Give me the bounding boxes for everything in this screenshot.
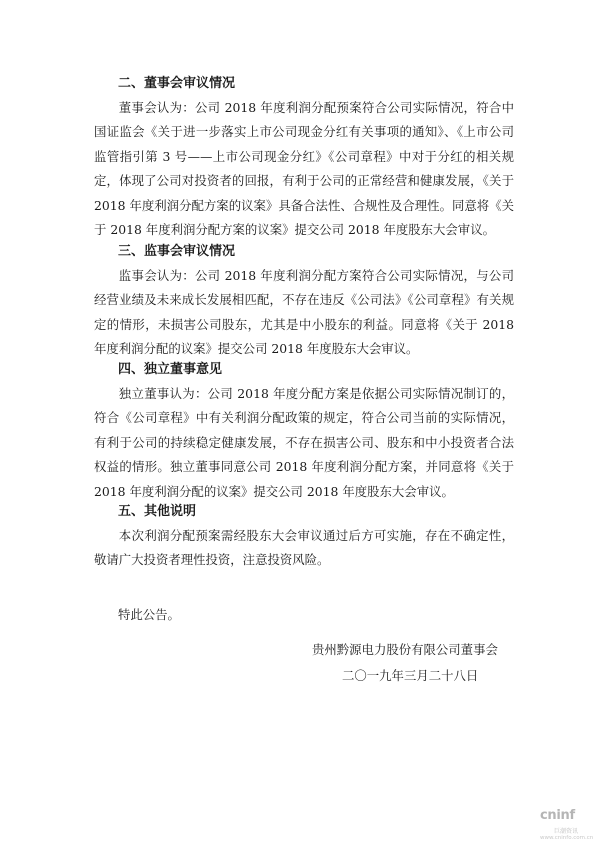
logo-url: www.cninfo.com.cn	[540, 835, 594, 841]
logo-wordmark: cninf	[540, 808, 575, 823]
cninfo-watermark-logo	[540, 806, 596, 844]
section-heading: 四、独立董事意见	[118, 362, 223, 377]
section-heading: 三、监事会审议情况	[118, 244, 236, 259]
board-review-section	[94, 72, 514, 242]
section-paragraph: 监事会认为：公司 2018 年度利润分配方案符合公司实际情况，与公司经营业绩及未来成长发展相匹配，不存在违反《公司法》《公司章程》有关规定的情形，未损害公司股东，尤其是中小股东的利益。同意将《关于 2018 年度利润分配的议案》提交公司 2018 年度股东大会审议。	[94, 268, 514, 357]
signing-date: 二〇一九年三月二十八日	[342, 668, 479, 683]
section-paragraph: 董事会认为：公司 2018 年度利润分配预案符合公司实际情况，符合中国证监会《关于进一步落实上市公司现金分红有关事项的通知》、《上市公司监管指引第 3 号——上市公司现金分红》《公司章程》中对于分红的相关规定，体现了公司对投资者的回报，有利于公司的正常经营和健康发展，《关于 2018 年度利润分配方案的议案》具备合法性、合规性及合理性。同意将《关于 2018 年度利润分配方案的议案》提交公司 2018 年度股东大会审议。	[94, 100, 514, 238]
section-paragraph: 独立董事认为：公司 2018 年度分配方案是依据公司实际情况制订的，符合《公司章程》中有关利润分配政策的规定，符合公司当前的实际情况，有利于公司的持续稳定健康发展，不存在损害公司、股东和中小投资者合法权益的情形。独立董事同意公司 2018 年度利润分配方案，并同意将《关于 2018 年度利润分配的议案》提交公司 2018 年度股东大会审议。	[94, 386, 514, 499]
logo-subtitle: 巨潮资讯	[554, 828, 579, 835]
signatory-company: 贵州黔源电力股份有限公司董事会	[312, 642, 498, 657]
independent-director-section	[94, 358, 514, 504]
section-paragraph: 本次利润分配预案需经股东大会审议通过后方可实施，存在不确定性，敬请广大投资者理性投资，注意投资风险。	[94, 528, 514, 568]
section-heading: 五、其他说明	[118, 504, 197, 519]
supervisory-review-section	[94, 240, 514, 362]
announcement-closing: 特此公告。	[118, 607, 180, 622]
other-notes-section	[94, 500, 514, 573]
section-heading: 二、董事会审议情况	[118, 76, 236, 91]
